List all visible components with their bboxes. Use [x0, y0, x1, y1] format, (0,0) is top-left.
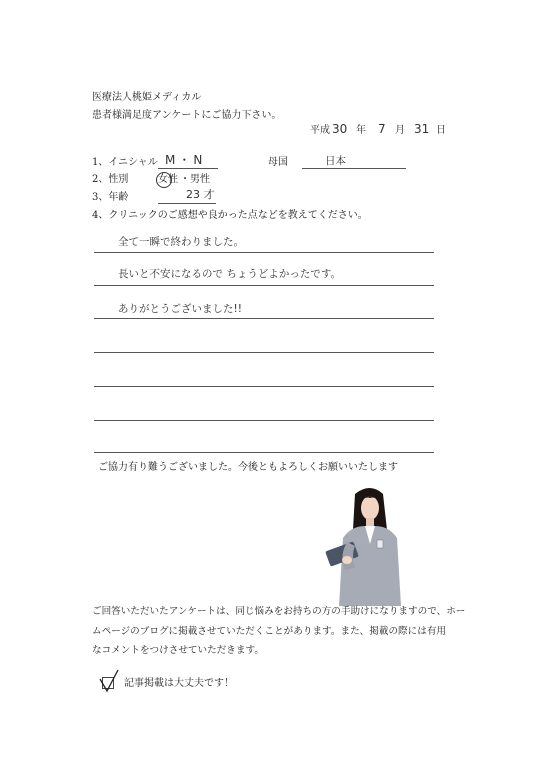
thanks-message: ご協力有り難うございました。今後ともよろしくお願いいたします: [98, 462, 398, 473]
notice-line-1: ご回答いただいたアンケートは、同じ悩みをお持ちの方の手助けになりますので、ホー: [92, 606, 466, 617]
notice-line-3: なコメントをつけさせていただきます。: [92, 645, 264, 656]
country-value: 日本: [325, 155, 346, 167]
answer-rule: [94, 352, 434, 353]
date-year-unit: 年: [356, 125, 366, 136]
country-underline: [302, 168, 406, 169]
country-label: 母国: [268, 157, 288, 168]
date-era: 平成: [310, 125, 330, 136]
gender-separator: ・: [180, 174, 190, 185]
answer-line-1: 全て一瞬で終わりました。: [118, 236, 244, 248]
staff-photo: [325, 482, 415, 606]
question-label: 4、クリニックのご感想や良かった点などを教えてください。: [92, 210, 368, 221]
date-year: 30: [332, 122, 348, 136]
answer-rule: [94, 318, 434, 319]
answer-rule: [94, 386, 434, 387]
answer-rule: [94, 285, 434, 286]
answer-rule: [94, 452, 434, 453]
date-month-unit: 月: [395, 125, 405, 136]
initial-underline: [158, 168, 218, 169]
gender-male: 男性: [190, 174, 210, 185]
age-label: 3、年齢: [92, 192, 129, 203]
consent-label: 記事掲載は大丈夫です！: [124, 678, 234, 689]
survey-title: 患者様満足度アンケートにご協力下さい。: [92, 110, 282, 121]
answer-line-3: ありがとうございました!!: [118, 303, 242, 315]
initial-value: M・N: [165, 153, 206, 167]
gender-label: 2、性別: [92, 174, 129, 185]
clinic-name: 医療法人桃姫メディカル: [92, 92, 202, 103]
answer-rule: [94, 420, 434, 421]
notice-line-2: ムページのブログに掲載させていただくことがあります。また、掲載の際には有用: [92, 626, 447, 637]
gender-female: 女性: [158, 174, 178, 185]
age-underline: [158, 203, 216, 204]
check-mark-icon: [98, 669, 120, 693]
date-month: 7: [378, 122, 386, 136]
answer-line-2: 長いと不安になるので ちょうどよかったです。: [118, 268, 341, 280]
age-value: 23 才: [186, 188, 215, 201]
initial-label: 1、イニシャル: [92, 157, 158, 168]
date-day-unit: 日: [436, 125, 446, 136]
date-day: 31: [414, 122, 430, 136]
answer-rule: [94, 252, 434, 253]
